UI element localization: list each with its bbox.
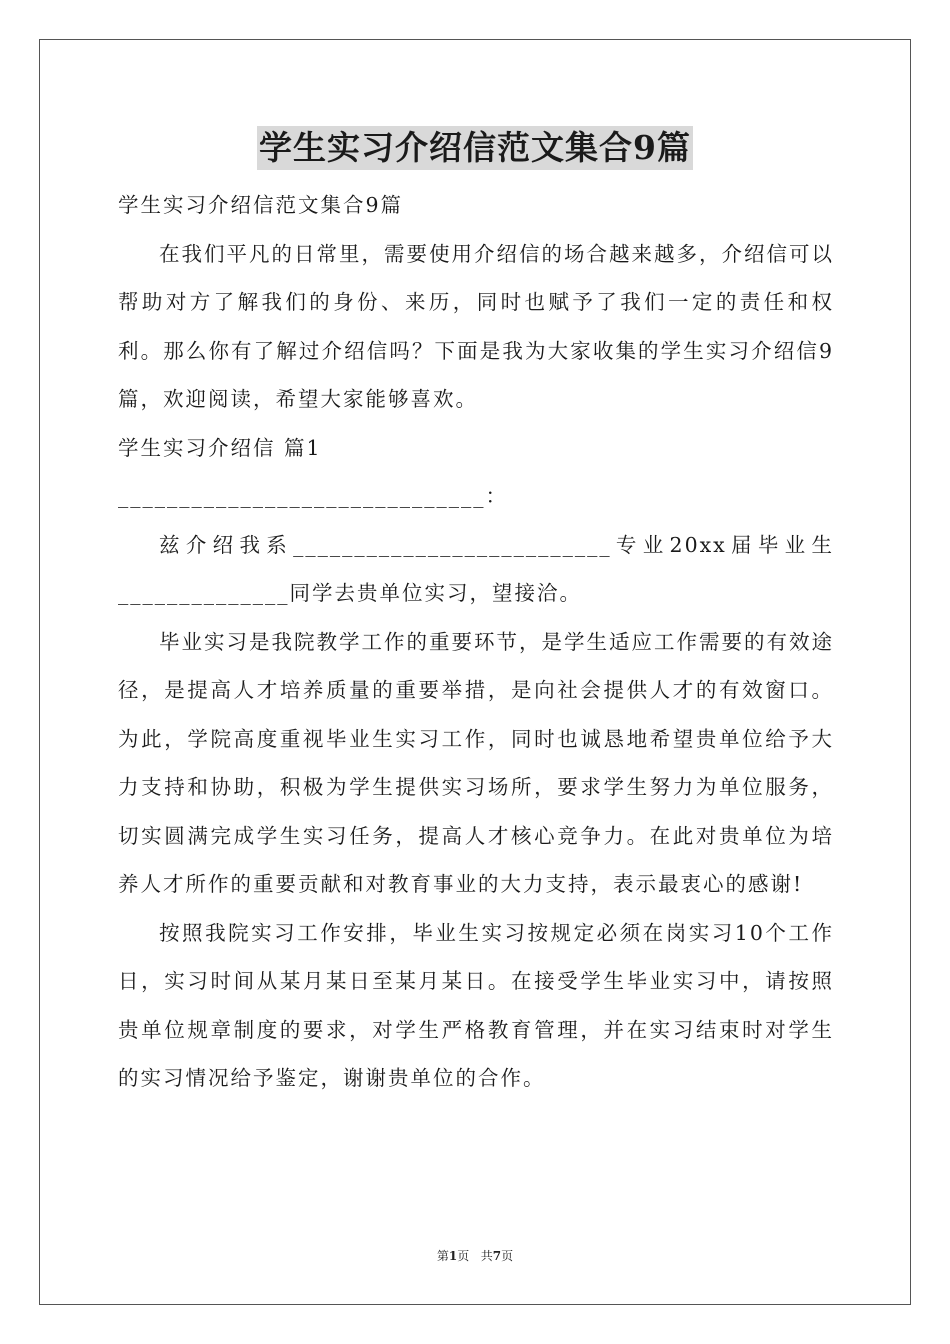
internship-importance-paragraph: 毕业实习是我院教学工作的重要环节，是学生适应工作需要的有效途径，是提高人才培养质量的重要举措，是向社会提供人才的有效窗口。为此，学院高度重视毕业生实习工作，同时也诚恳地希望贵单位给予大力支持和协助，积极为学生提供实习场所，要求学生努力为单位服务，切实圆满完成学生实习任务，提高人才核心竞争力。在此对贵单位为培养人才所作的重要贡献和对教育事业的大力支持，表示最衷心的感谢! (118, 629, 834, 896)
total-page-count: 7 (492, 1249, 502, 1263)
page-footer (0, 1247, 950, 1264)
intro-paragraph: 在我们平凡的日常里，需要使用介绍信的场合越来越多，介绍信可以帮助对方了解我们的身份、来历，同时也赋予了我们一定的责任和权利。那么你有了解过介绍信吗？下面是我为大家收集的学生实习介绍信9篇，欢迎阅读，希望大家能够喜欢。 (118, 241, 834, 411)
footer-total-prefix: 共 (480, 1249, 493, 1263)
recipient-blank-line: ______________________________： (118, 484, 508, 508)
footer-page-suffix: 页 (457, 1249, 470, 1263)
footer-total-suffix: 页 (501, 1249, 514, 1263)
section-heading: 学生实习介绍信 篇1 (118, 435, 322, 460)
subtitle-line: 学生实习介绍信范文集合9篇 (118, 193, 404, 217)
footer-prefix: 第 (436, 1249, 449, 1263)
document-body (118, 181, 834, 1103)
document-title: 学生实习介绍信范文集合9篇 (257, 126, 693, 170)
internship-arrangement-paragraph: 按照我院实习工作安排，毕业生实习按规定必须在岗实习10个工作日，实习时间从某月某日至某月某日。在接受学生毕业实习中，请按照贵单位规章制度的要求，对学生严格教育管理，并在实习结束时对学生的实习情况给予鉴定，谢谢贵单位的合作。 (118, 920, 834, 1090)
title-container (0, 126, 950, 170)
current-page-number: 1 (448, 1249, 458, 1263)
introduction-paragraph: 兹介绍我系__________________________专业20xx届毕业生______________同学去贵单位实习，望接洽。 (118, 532, 834, 605)
